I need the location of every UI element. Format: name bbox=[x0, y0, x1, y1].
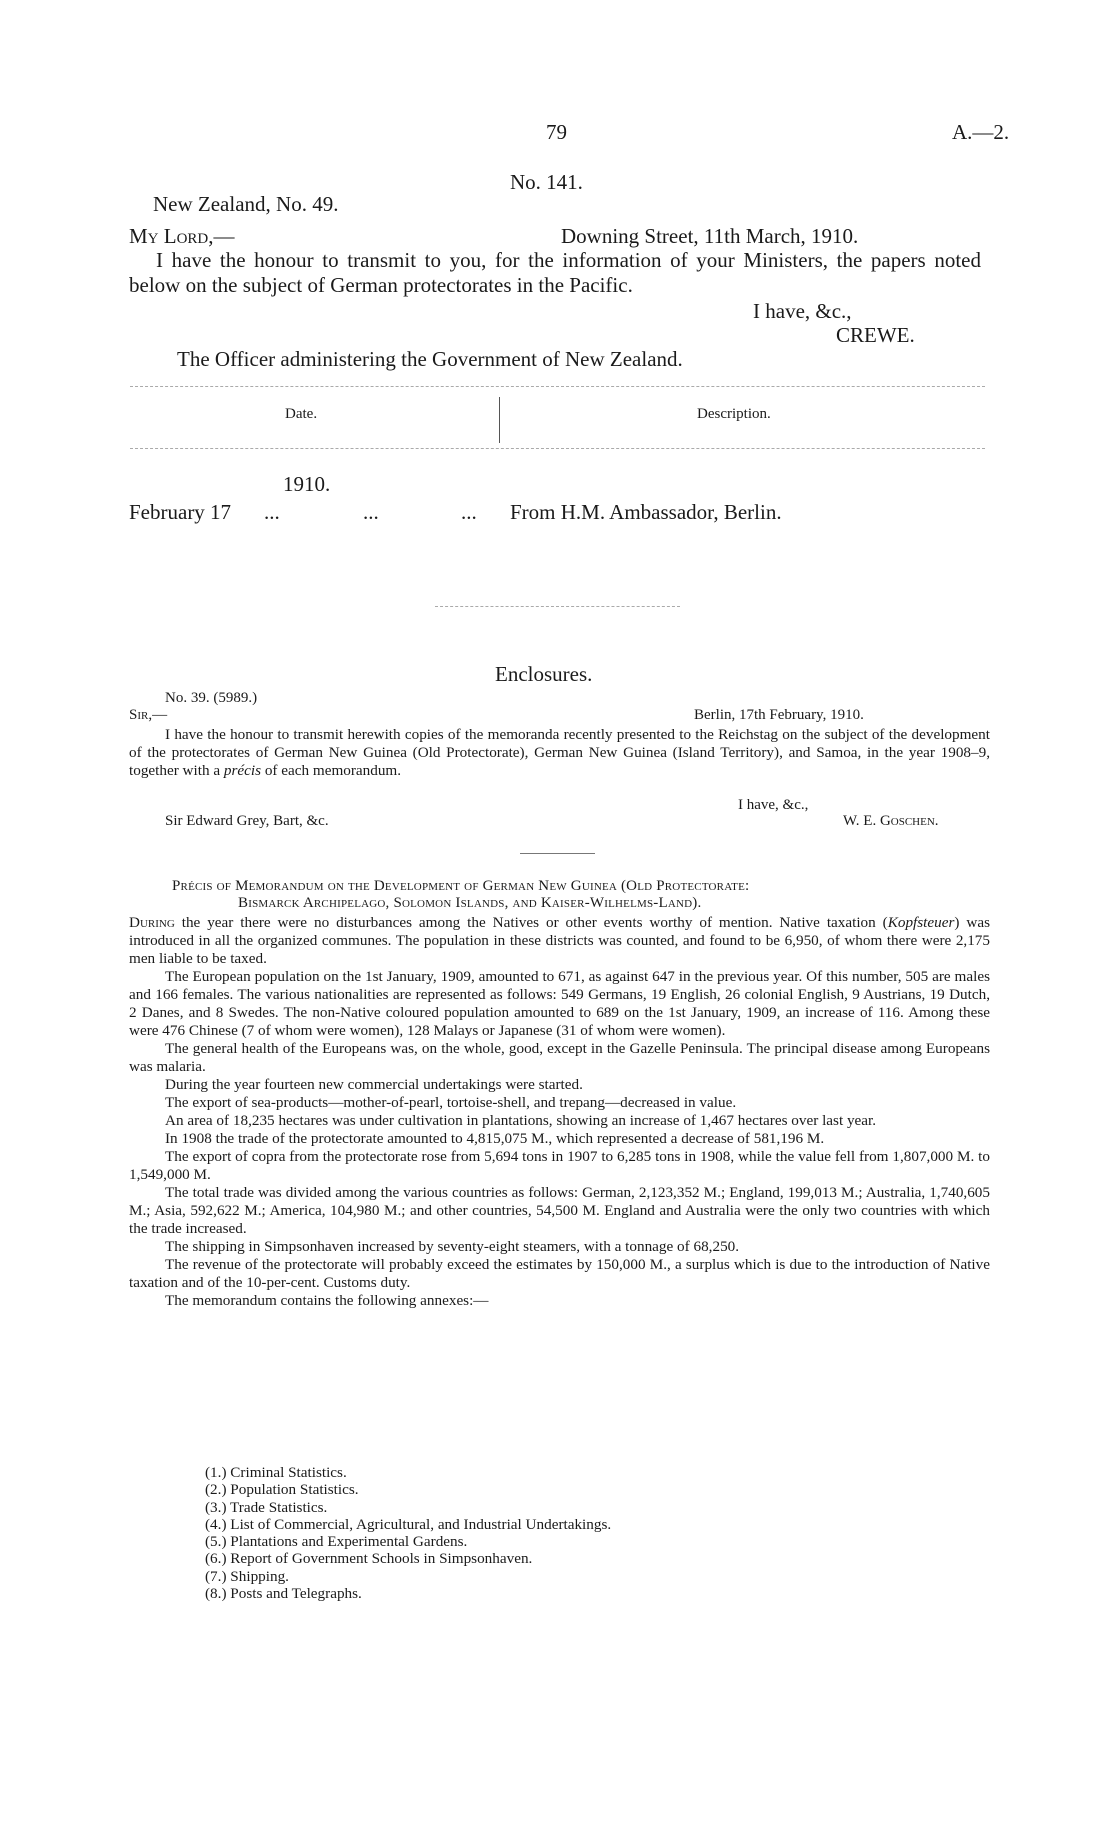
enclosure-salutation: Sir,— bbox=[129, 707, 168, 723]
schedule-top-rule bbox=[130, 386, 985, 387]
list-item: (5.) Plantations and Experimental Gardens. bbox=[205, 1533, 468, 1551]
schedule-column-divider bbox=[499, 397, 500, 443]
enclosure-separator bbox=[520, 853, 595, 854]
schedule-ellipsis: ... bbox=[363, 500, 379, 524]
list-item: (3.) Trade Statistics. bbox=[205, 1498, 328, 1516]
dispatch-body: I have the honour to transmit to you, for the information of your Ministers, the papers noted below on the subject of German protectorates in the Pacific. bbox=[129, 248, 981, 297]
dispatch-salutation: My Lord,— bbox=[129, 224, 235, 248]
precis-paragraph: The total trade was divided among the various countries as follows: German, 2,123,352 M.; England, 199,013 M.; Australia, 1,740,605 M.; Asia, 592,622 M.; America, 104,980 M.; and other countries, 54,500 M. England and Australia were the only two countries with which the trade increased. bbox=[129, 1184, 990, 1237]
precis-paragraph: In 1908 the trade of the protectorate amounted to 4,815,075 M., which represented a decrease of 581,196 M. bbox=[165, 1130, 825, 1147]
schedule-year: 1910. bbox=[283, 472, 331, 496]
precis-paragraph: The revenue of the protectorate will probably exceed the estimates by 150,000 M., a surplus which is due to the introduction of Native taxation and of the 10-per-cent. Customs duty. bbox=[129, 1256, 990, 1291]
precis-body bbox=[129, 914, 990, 1310]
precis-title-line1: Précis of Memorandum on the Development of German New Guinea (Old Protectorate: bbox=[172, 878, 750, 894]
enclosure-place-date: Berlin, 17th February, 1910. bbox=[694, 707, 864, 723]
precis-paragraph: An area of 18,235 hectares was under cultivation in plantations, showing an increase of 1,467 hectares over last year. bbox=[165, 1112, 877, 1129]
precis-paragraph: The export of sea-products—mother-of-pearl, tortoise-shell, and trepang—decreased in value. bbox=[165, 1094, 737, 1111]
annex-list bbox=[205, 1464, 611, 1602]
enclosure-addressee: Sir Edward Grey, Bart, &c. bbox=[165, 813, 329, 829]
schedule-header-rule bbox=[130, 448, 985, 449]
list-item: (2.) Population Statistics. bbox=[205, 1481, 359, 1499]
enclosure-closing: I have, &c., bbox=[738, 797, 809, 813]
section-separator bbox=[435, 606, 680, 607]
precis-title-line2: Bismarck Archipelago, Solomon Islands, and Kaiser-Wilhelms-Land). bbox=[238, 895, 702, 911]
dispatch-place-date: Downing Street, 11th March, 1910. bbox=[561, 224, 859, 248]
schedule-ellipsis: ... bbox=[461, 500, 477, 524]
enclosure-body: I have the honour to transmit herewith copies of the memoranda recently presented to the Reichstag on the subject of the development of the protectorates of German New Guinea (Old Protectorate), German New Guinea (Island Territory), and Samoa, in the year 1908–9, together with a précis of each memorandum. bbox=[129, 726, 990, 779]
dispatch-signature: CREWE. bbox=[836, 323, 915, 347]
dispatch-series: New Zealand, No. 49. bbox=[153, 192, 339, 216]
precis-paragraph: The European population on the 1st January, 1909, amounted to 671, as against 647 in the previous year. Of this number, 505 are males and 166 females. The various nationalities are represented as follows: 549 Germans, 19 English, 26 colonial English, 9 Austrians, 19 Dutch, 2 Danes, and 8 Swedes. The non-Native coloured population amounted to 689 on the 1st January, 1909, an increase of 116. Among these were 476 Chinese (7 of whom were women), 128 Malays or Japanese (31 of whom were women). bbox=[129, 968, 990, 1039]
list-item: (1.) Criminal Statistics. bbox=[205, 1464, 347, 1481]
page-reference: A.—2. bbox=[952, 120, 1010, 144]
precis-paragraph: The shipping in Simpsonhaven increased by seventy-eight steamers, with a tonnage of 68,250. bbox=[165, 1238, 740, 1255]
enclosures-title: Enclosures. bbox=[495, 662, 593, 686]
page-number: 79 bbox=[546, 120, 567, 144]
schedule-row-description: From H.M. Ambassador, Berlin. bbox=[510, 500, 782, 524]
list-item: (6.) Report of Government Schools in Simpsonhaven. bbox=[205, 1550, 533, 1568]
dispatch-addressee: The Officer administering the Government of New Zealand. bbox=[177, 347, 683, 371]
precis-paragraph: The memorandum contains the following annexes:— bbox=[165, 1292, 489, 1309]
enclosure-signature: W. E. Goschen. bbox=[843, 813, 939, 829]
enclosure-number: No. 39. (5989.) bbox=[165, 690, 258, 706]
schedule-header-date: Date. bbox=[285, 406, 318, 422]
precis-paragraph: The general health of the Europeans was, on the whole, good, except in the Gazelle Peninsula. The principal disease among Europeans was malaria. bbox=[129, 1040, 990, 1075]
list-item: (4.) List of Commercial, Agricultural, and Industrial Undertakings. bbox=[205, 1515, 612, 1533]
precis-paragraph: During the year fourteen new commercial undertakings were started. bbox=[165, 1076, 583, 1093]
precis-paragraph: During the year there were no disturbances among the Natives or other events worthy of mention. Native taxation (Kopfsteuer) was introduced in all the organized communes. The population in these districts was counted, and found to be 6,950, of whom there were 2,175 men liable to be taxed. bbox=[129, 914, 990, 967]
list-item: (7.) Shipping. bbox=[205, 1567, 289, 1585]
schedule-row-date: February 17 bbox=[129, 500, 232, 524]
precis-paragraph: The export of copra from the protectorate rose from 5,694 tons in 1907 to 6,285 tons in 1908, while the value fell from 1,807,000 M. to 1,549,000 M. bbox=[129, 1148, 990, 1183]
list-item: (8.) Posts and Telegraphs. bbox=[205, 1585, 362, 1603]
dispatch-number: No. 141. bbox=[510, 170, 583, 194]
schedule-ellipsis: ... bbox=[264, 500, 280, 524]
schedule-header-description: Description. bbox=[697, 406, 771, 422]
dispatch-closing: I have, &c., bbox=[753, 299, 852, 323]
